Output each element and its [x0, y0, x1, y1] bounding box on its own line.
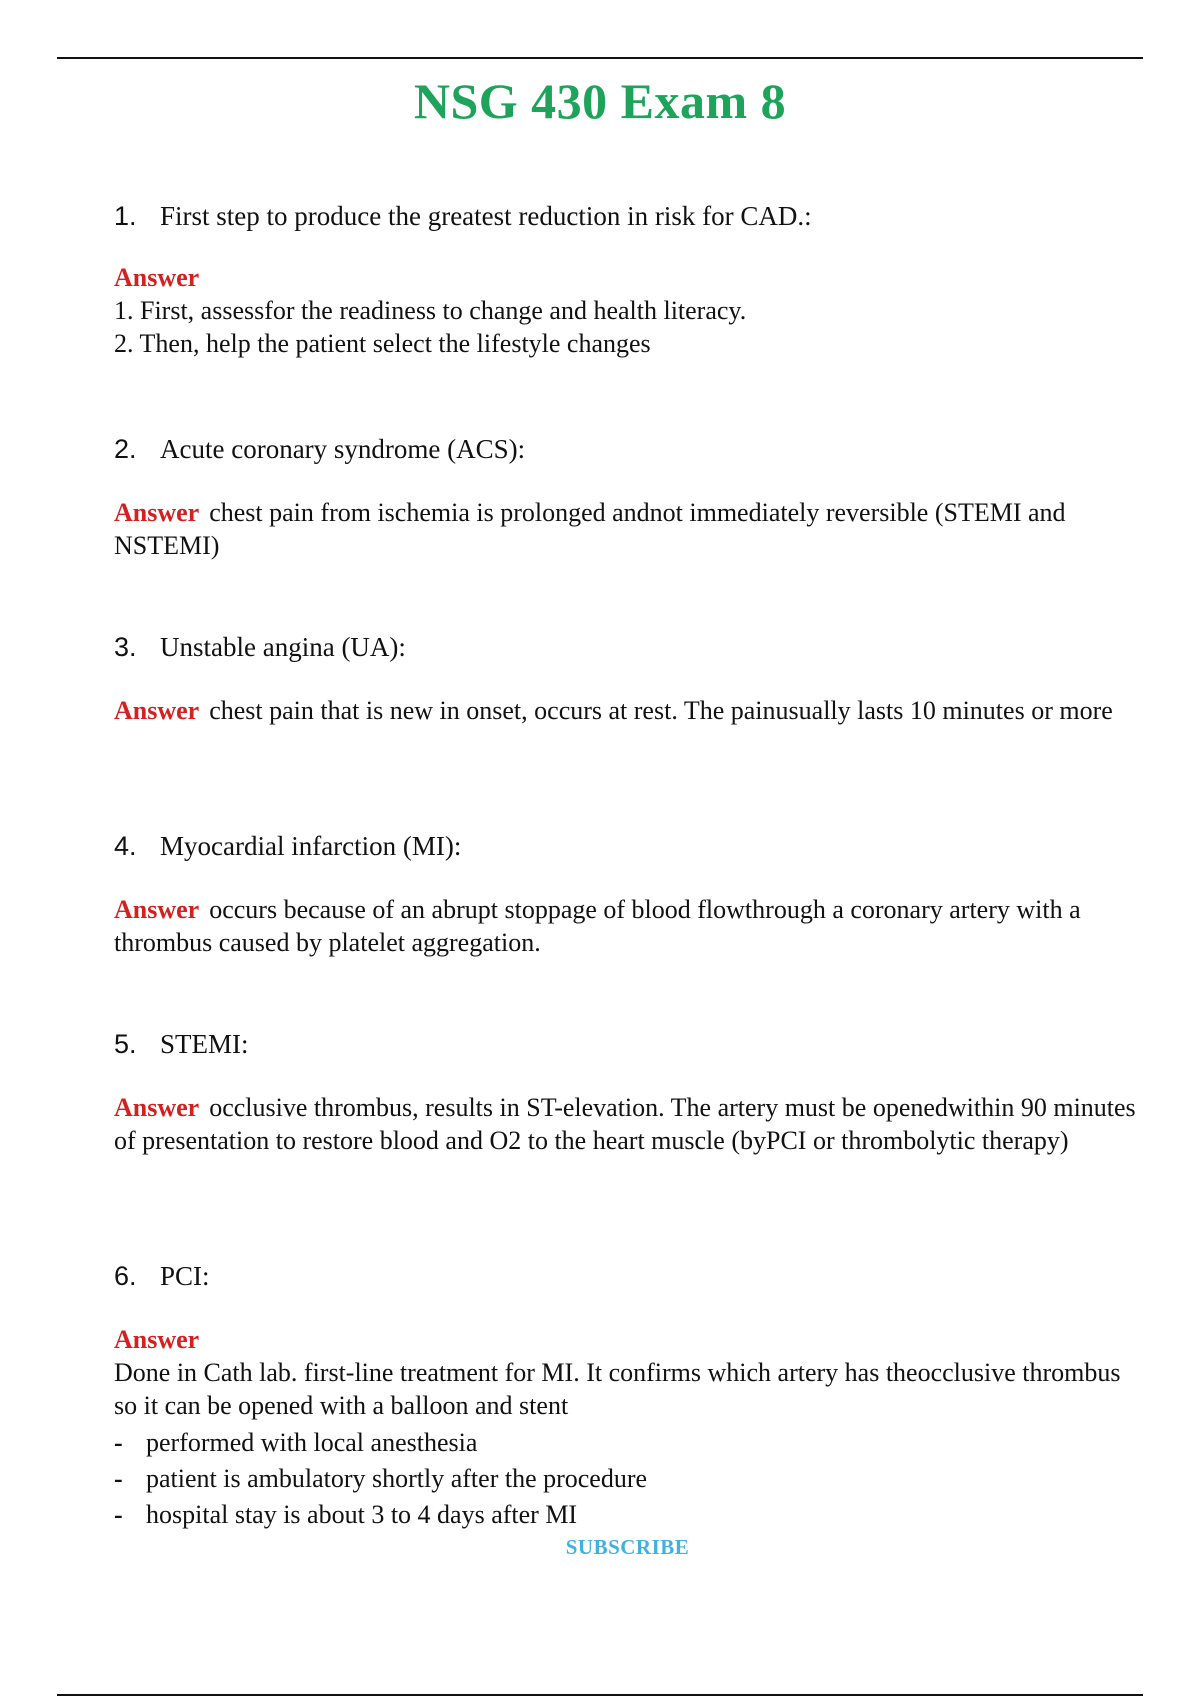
- question-6: [114, 1259, 1144, 1533]
- list-item: [114, 1425, 1144, 1461]
- question-number: 3.: [114, 632, 137, 662]
- page-title: NSG 430 Exam 8: [413, 73, 787, 129]
- question-3: [114, 630, 1144, 727]
- question-prompt: Myocardial infarction (MI):: [160, 831, 462, 861]
- answer-label: Answer: [114, 895, 200, 924]
- answer: [114, 893, 1144, 959]
- bottom-rule: [57, 1694, 1143, 1696]
- question-prompt: Unstable angina (UA):: [160, 632, 406, 662]
- answer-label: Answer: [114, 1325, 200, 1354]
- list-item: [114, 1461, 1144, 1497]
- answer-label: Answer: [114, 498, 200, 527]
- answer-label: Answer: [114, 263, 200, 292]
- answer: [114, 694, 1144, 727]
- answer-text: Done in Cath lab. first-line treatment for MI. It confirms which artery has theocclusive thrombus so it can be opened with a balloon and stent: [114, 1358, 1121, 1420]
- answer-text: occlusive thrombus, results in ST-elevation. The artery must be openedwithin 90 minutes of presentation to restore blood and O2 to the heart muscle (byPCI or thrombolytic therapy): [114, 1093, 1136, 1155]
- question-4: [114, 829, 1144, 959]
- answer-label: Answer: [114, 696, 200, 725]
- question-number: 6.: [114, 1261, 137, 1291]
- question-2: [114, 432, 1144, 562]
- question-number: 4.: [114, 831, 137, 861]
- answer: [114, 1323, 1144, 1533]
- answer: [114, 261, 1144, 360]
- bullet-text: patient is ambulatory shortly after the procedure: [146, 1464, 648, 1493]
- answer-text: occurs because of an abrupt stoppage of blood flowthrough a coronary artery with a thrombus caused by platelet aggregation.: [114, 895, 1081, 957]
- question-number: 5.: [114, 1029, 137, 1059]
- bullet-text: hospital stay is about 3 to 4 days after MI: [146, 1500, 578, 1529]
- answer: [114, 1091, 1144, 1157]
- top-rule: [57, 57, 1143, 59]
- answer-text: chest pain that is new in onset, occurs at rest. The painusually lasts 10 minutes or more: [209, 696, 1113, 725]
- bullet-text: performed with local anesthesia: [146, 1428, 478, 1457]
- bullet-list: [114, 1425, 1144, 1533]
- answer-text: chest pain from ischemia is prolonged andnot immediately reversible (STEMI and NSTEMI): [114, 498, 1066, 560]
- question-number: 2.: [114, 434, 137, 464]
- question-prompt: PCI:: [160, 1261, 210, 1291]
- question-prompt: STEMI:: [160, 1029, 249, 1059]
- question-1: [114, 199, 1144, 360]
- question-5: [114, 1027, 1144, 1157]
- bullet-marker: -: [114, 1464, 123, 1493]
- question-number: 1.: [114, 201, 137, 231]
- bullet-marker: -: [114, 1500, 123, 1529]
- answer-label: Answer: [114, 1093, 200, 1122]
- subscribe-link[interactable]: SUBSCRIBE: [565, 1535, 690, 1559]
- question-prompt: Acute coronary syndrome (ACS):: [160, 434, 526, 464]
- answer-line: 2. Then, help the patient select the lifestyle changes: [114, 329, 651, 358]
- bullet-marker: -: [114, 1428, 123, 1457]
- answer-line: 1. First, assessfor the readiness to change and health literacy.: [114, 296, 747, 325]
- list-item: [114, 1497, 1144, 1533]
- answer: [114, 496, 1144, 562]
- question-prompt: First step to produce the greatest reduction in risk for CAD.:: [160, 201, 812, 231]
